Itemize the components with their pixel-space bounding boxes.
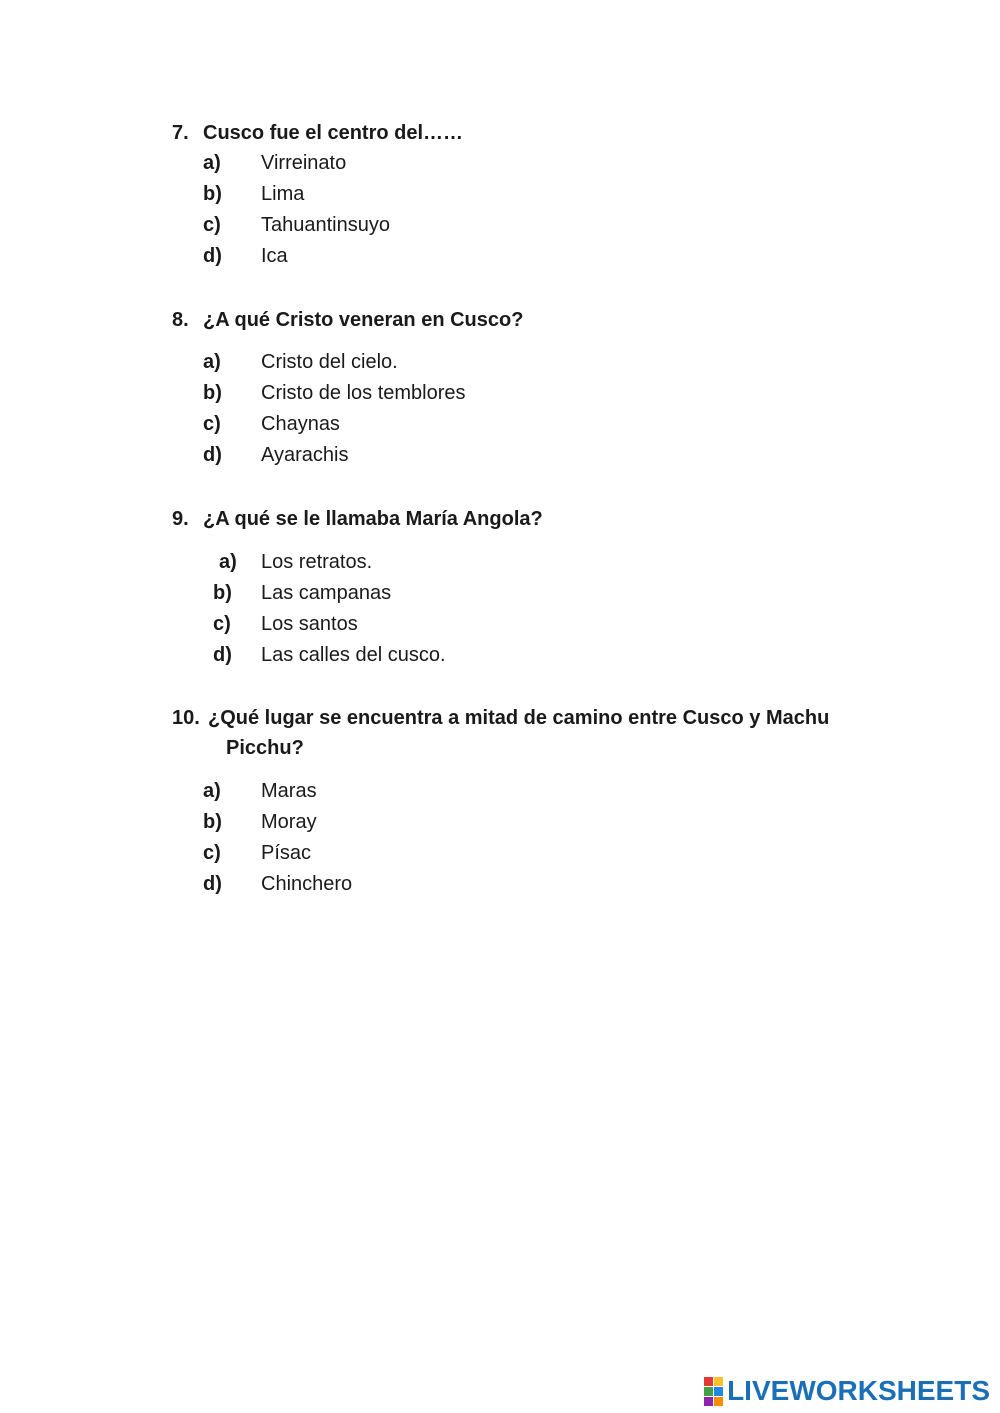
question-title: [172, 504, 872, 534]
liveworksheets-logo: [704, 1375, 990, 1407]
option-d[interactable]: [172, 440, 872, 471]
option-text: Maras: [261, 780, 317, 802]
option-letter: b): [203, 811, 222, 833]
option-text: Los retratos.: [261, 551, 373, 573]
question-9: [172, 504, 872, 671]
option-letter: b): [203, 382, 222, 404]
option-list: [172, 148, 872, 272]
option-b[interactable]: [172, 807, 872, 838]
option-a[interactable]: [172, 547, 872, 578]
option-c[interactable]: [172, 409, 872, 440]
option-c[interactable]: [172, 609, 872, 640]
option-text: Chinchero: [261, 873, 353, 895]
option-letter: d): [203, 873, 222, 895]
option-text: Virreinato: [261, 152, 347, 174]
option-text: Cristo del cielo.: [261, 351, 398, 373]
option-text: Las calles del cusco.: [261, 644, 446, 666]
question-number: 8.: [172, 309, 189, 331]
option-letter: c): [203, 413, 221, 435]
option-d[interactable]: [172, 640, 872, 671]
question-text: ¿A qué se le llamaba María Angola?: [203, 508, 543, 530]
question-text-continued: Picchu?: [226, 737, 304, 759]
option-text: Ica: [261, 245, 288, 267]
option-text: Tahuantinsuyo: [261, 214, 390, 236]
option-a[interactable]: [172, 776, 872, 807]
option-list: [172, 347, 872, 471]
option-text: Las campanas: [261, 582, 392, 604]
option-letter: a): [203, 351, 221, 373]
question-7: [172, 118, 872, 272]
question-number: 9.: [172, 508, 189, 530]
question-number: 10.: [172, 707, 200, 729]
option-b[interactable]: [172, 578, 872, 609]
option-letter: a): [219, 551, 237, 573]
option-b[interactable]: [172, 179, 872, 210]
question-title: [172, 118, 872, 148]
option-letter: d): [213, 644, 232, 666]
option-text: Cristo de los temblores: [261, 382, 466, 404]
logo-text: LIVEWORKSHEETS: [727, 1375, 990, 1406]
option-c[interactable]: [172, 838, 872, 869]
option-text: Los santos: [261, 613, 358, 635]
question-10: [172, 703, 872, 900]
option-b[interactable]: [172, 378, 872, 409]
option-letter: a): [203, 152, 221, 174]
option-d[interactable]: [172, 869, 872, 900]
question-8: [172, 305, 872, 471]
option-letter: b): [203, 183, 222, 205]
question-text: ¿Qué lugar se encuentra a mitad de camino entre Cusco y Machu: [208, 707, 830, 729]
option-letter: d): [203, 245, 222, 267]
option-text: Lima: [261, 183, 305, 205]
option-d[interactable]: [172, 241, 872, 272]
option-a[interactable]: [172, 148, 872, 179]
option-letter: c): [203, 842, 221, 864]
option-letter: a): [203, 780, 221, 802]
question-title: [172, 703, 872, 733]
option-text: Ayarachis: [261, 444, 349, 466]
option-c[interactable]: [172, 210, 872, 241]
option-letter: c): [203, 214, 221, 236]
question-number: 7.: [172, 122, 189, 144]
option-text: Chaynas: [261, 413, 340, 435]
logo-blocks-icon: [704, 1377, 723, 1406]
option-text: Písac: [261, 842, 312, 864]
option-list: [172, 776, 872, 900]
question-text: ¿A qué Cristo veneran en Cusco?: [203, 309, 524, 331]
option-list: [172, 547, 872, 671]
question-title: [172, 305, 872, 335]
option-a[interactable]: [172, 347, 872, 378]
option-letter: d): [203, 444, 222, 466]
option-letter: b): [213, 582, 232, 604]
question-text: Cusco fue el centro del……: [203, 122, 464, 144]
option-letter: c): [213, 613, 231, 635]
option-text: Moray: [261, 811, 317, 833]
